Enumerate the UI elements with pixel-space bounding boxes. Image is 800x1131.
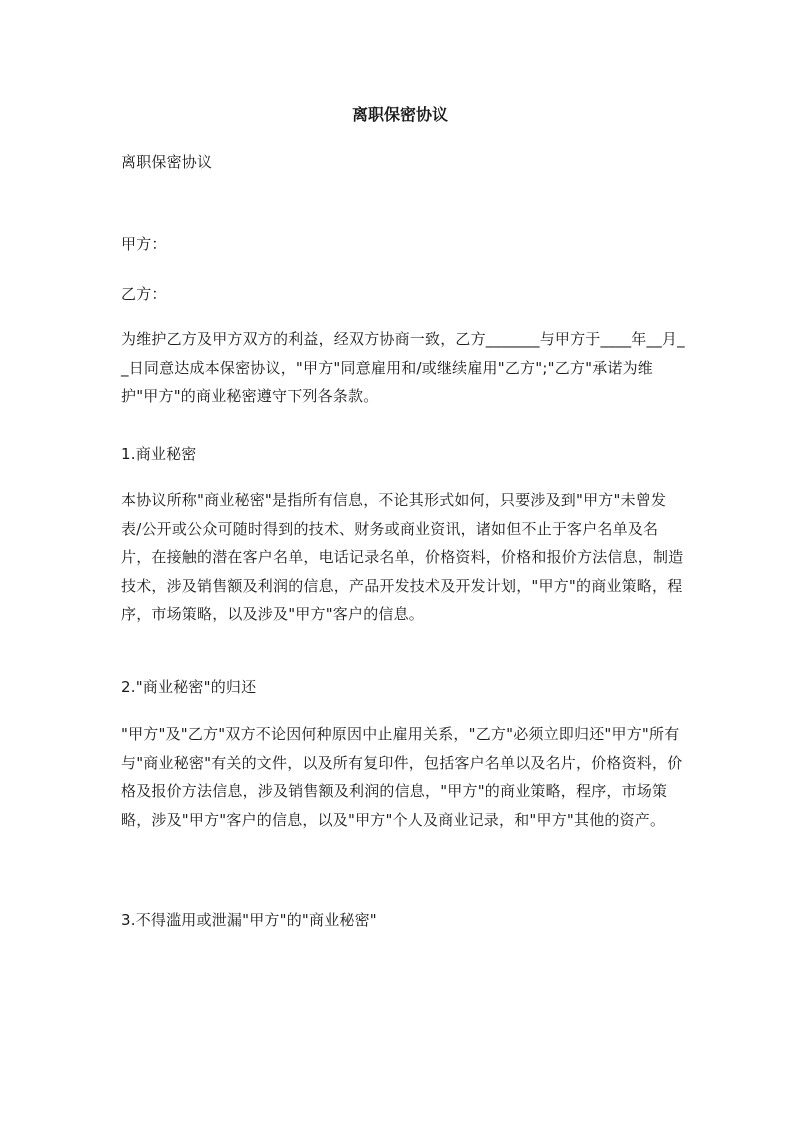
section-heading: 2."商业秘密"的归还 xyxy=(121,678,257,696)
intro-paragraph: 为维护乙方及甲方双方的利益，经双方协商一致，乙方_______与甲方于____年__月__日同意达成本保密协议，"甲方"同意雇用和/或继续雇用"乙方";"乙方"承诺为维护"甲方"的商业秘密遵守下列各条款。 xyxy=(121,330,685,405)
section-heading: 1.商业秘密 xyxy=(121,445,197,463)
document-title: 离职保密协议 xyxy=(351,105,448,124)
section-heading: 3.不得滥用或泄漏"甲方"的"商业秘密" xyxy=(121,911,377,929)
party-b-label: 乙方： xyxy=(121,285,167,303)
party-a-label: 甲方： xyxy=(121,235,167,253)
document-subtitle: 离职保密协议 xyxy=(121,153,213,171)
section-body: "甲方"及"乙方"双方不论因何种原因中止雇用关系，"乙方"必须立即归还"甲方"所有与"商业秘密"有关的文件，以及所有复印件，包括客户名单以及名片，价格资料，价格及报价方法信息，涉及销售额及利润的信息，"甲方"的商业策略，程序，市场策略，涉及"甲方"客户的信息，以及"甲方"个人及商业记录，和"甲方"其他的资产。 xyxy=(121,725,683,829)
section-body: 本协议所称"商业秘密"是指所有信息，不论其形式如何，只要涉及到"甲方"未曾发表/公开或公众可随时得到的技术、财务或商业资讯，诸如但不止于客户名单及名片，在接触的潜在客户名单，电话记录名单，价格资料，价格和报价方法信息，制造技术，涉及销售额及利润的信息，产品开发技术及开发计划，"甲方"的商业策略，程序，市场策略，以及涉及"甲方"客户的信息。 xyxy=(121,491,684,623)
